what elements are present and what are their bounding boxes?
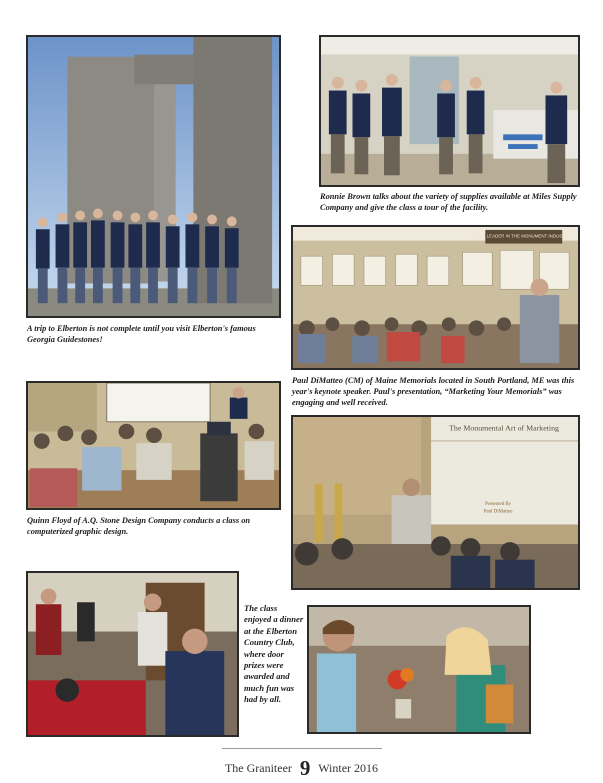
footer-issue: Winter 2016 bbox=[318, 761, 379, 775]
footer-rule bbox=[222, 748, 382, 749]
caption-miles-supply: Ronnie Brown talks about the variety of supplies available at Miles Supply Company and give the class a tour of the facility. bbox=[320, 192, 577, 212]
photo-dinner-speakers bbox=[26, 571, 239, 737]
caption-keynote: Paul DiMatteo (CM) of Maine Memorials located in South Portland, ME was this year's keynote speaker. Paul's presentation, “Marketing Your Memorials” was engaging and well received. bbox=[292, 376, 575, 407]
photo-dinner-couple bbox=[307, 605, 531, 734]
photo-keynote-audience bbox=[291, 225, 580, 370]
monument-sign-text: THE LEADER IN THE MONUMENT INDUSTRY bbox=[476, 233, 571, 239]
caption-dinner: The class enjoyed a dinner at the Elberton Country Club, where door prizes were awarded and much fun was had by all. bbox=[244, 603, 304, 705]
footer-publication: The Graniteer bbox=[224, 761, 292, 775]
slide-title-text: The Monumental Art of Marketing bbox=[449, 423, 559, 433]
footer-page-number: 9 bbox=[299, 756, 311, 780]
caption-guidestones: A trip to Elberton is not complete until you visit Elberton's famous Georgia Guidestones! bbox=[27, 324, 256, 344]
caption-quinn-floyd: Quinn Floyd of A.Q. Stone Design Company conducts a class on computerized graphic design. bbox=[27, 516, 251, 536]
photo-miles-supply bbox=[319, 35, 580, 187]
page-footer bbox=[0, 756, 603, 781]
slide-presented-by-text: Presented By bbox=[485, 501, 512, 507]
photo-keynote-presenter bbox=[291, 415, 580, 590]
slide-presenter-text: Paul DiMatteo bbox=[483, 509, 513, 515]
photo-georgia-guidestones bbox=[26, 35, 281, 318]
photo-quinn-floyd-class bbox=[26, 381, 281, 510]
